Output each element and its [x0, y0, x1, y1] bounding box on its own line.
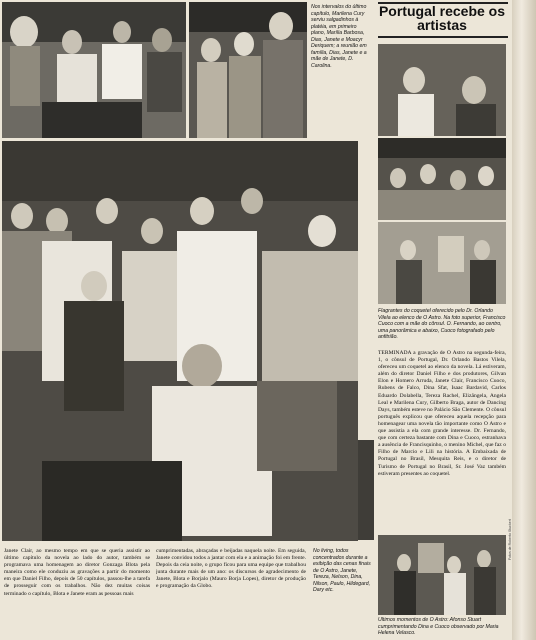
- caption-bottom-right: No living, todos concentrados durante a exibição das cenas finais de O Astro, Janete, Tereza, Nelson, Dina, Nilson, Paulo, Hildegard, Dary etc.: [313, 548, 371, 593]
- photo-sidebar-bottom: [378, 535, 506, 615]
- photo-top-left: [2, 2, 186, 138]
- photo-sidebar-3: [378, 222, 506, 304]
- photo-main-audience: [2, 141, 358, 541]
- sidebar-caption-bottom: Últimos momentos de O Astro: Afonso Stuart cumprimentando Dina e Cuoco observado por Maria Helena Velasco.: [378, 617, 499, 636]
- article-column-2: cumprimentadas, abraçadas e beijadas naquela noite. Em seguida, Janete convidou todos a jantar com ela e a animação foi em frente. Depois da ceia noite, o grupo ficou para uma equipe que trabalhou junta durante mais de um ano: os discursos de agradecimento de Janete, Blota e Borjalo (Mauro Borja Lopes), diretor de produção e programação da Globo.: [156, 548, 306, 590]
- sidebar-article: TERMINADA a gravação de O Astro na segunda-feira, 1, o cônsul de Portugal, Dr. Orlando Bastos Vilela, ofereceu um coquetel ao elenco da novela. Lá estiveram, além do diretor Daniel Filho e dos produtores, Gilvan Elon e Homero Arruda, Janete Clair, Francisco Cuoco, Rubens de Falco, Dina Sfat, Isaac Bardavid, Carlos Eduardo Dolabella, Tereza Rachel, Elizângela, Angela Leal e Marilena Cury, Gilberto Braga, autor de Dancing Days, também esteve no Palácio São Clemente. O cônsul português explicou que ofereceu aquela recepção para homenagear uma novela tão importante como O Astro e que assistia a ela com grande interesse. Dr. Fernando, que com certeza bastante com Dina e Cuoco, estranhava a ausência de Francisquinho, o menino Michel, que faz o Filho de Marcio e Lili na história. A Embaixada de Portugal no Brasil, Mesquita Reis, e o diretor de Turismo de Portugal no Brasil, Sr. José Vaz também estiveram presentes ao coquetel.: [378, 350, 506, 477]
- caption-top-right: Nos intervalos do último capítulo, Marilena Cury serviu salgadinhos à platéia, em primeiro plano, Marília Barbosa, Dias, Janete e Moacyr Deriquem; a reunião em família, Dias, Janete e a mãe de Janete, D. Carolina.: [311, 4, 367, 69]
- photo-credit: Fotos de Roberto Stuckert: [508, 519, 512, 560]
- photo-top-middle: [189, 2, 307, 138]
- article-column-1: Janete Clair, ao mesmo tempo em que se queria assistir ao último capítulo da novela ao lado do autor, também se programava uma homenagem ao diretor Gonzaga Blota pela maneira como ele conduziu as gravações a partir do momento em que Daniel Filho, depois de 50 capítulos, passou-lhe a tarefa de prosseguir com os trabalhos. Não dez muitas coisas terminado o capítulo, Blota e Janete eram as pessoas mais: [4, 548, 150, 597]
- sidebar-caption-top: Flagrantes do coquetel oferecido pelo Dr. Orlando Vilela ao elenco de O Astro. Na foto superior, Francisco Cuoco com a mãe do cônsul. O. Fernando, ao centro, uma panorâmica e abaixo, Cuoco fotografado pelo anfitrião.: [378, 308, 506, 340]
- sidebar-title: Portugal recebe os artistas: [378, 3, 506, 33]
- photo-sidebar-1: [378, 44, 506, 136]
- photo-sidebar-2: [378, 138, 506, 220]
- photo-right-partial: [358, 440, 374, 540]
- sidebar-rule-bottom: [378, 36, 508, 38]
- page-spine: [512, 0, 536, 640]
